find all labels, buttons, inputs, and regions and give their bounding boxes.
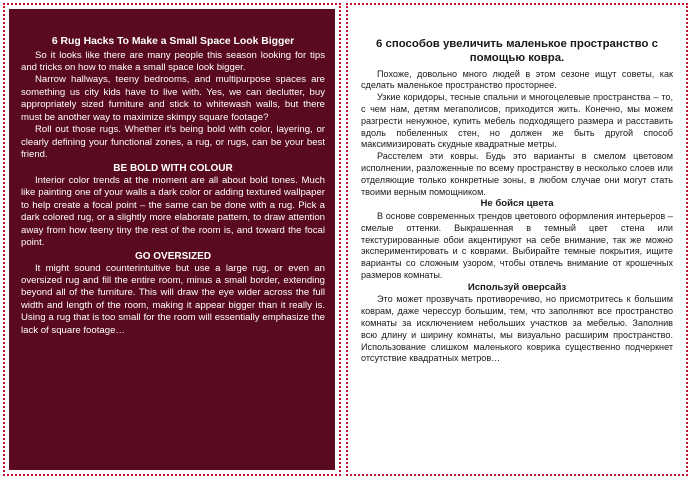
- russian-title: 6 способов увеличить маленькое пространство с помощью ковра.: [376, 38, 658, 65]
- russian-panel: [346, 3, 688, 476]
- russian-colour-paragraph: В основе современных трендов цветового оформления интерьеров – смелые оттенки. Выкрашенная в темный цвет стена или текстурированные обои акцентируют на себе внимание, так же можно экспериментировать и с коврами. Выбирайте темные покрытия, ищите варианты со сложным узором, чтобы отвлечь внимание от крошечных размеров комнаты.: [361, 210, 673, 280]
- russian-oversize-paragraph: Это может прозвучать противоречиво, но присмотритесь к большим коврам, даже черессур большим, тем, что заполняют все пространство комнаты за исключением небольших участков за мебелью. Заполнив всю длину и ширину комнаты, мы визуально расширим пространство. Использование слишком маленького коврика существенно подчеркнет отсутствие квадратных метров…: [361, 294, 673, 364]
- english-panel: [3, 3, 341, 476]
- russian-intro-paragraph-1: Похоже, довольно много людей в этом сезоне ищут советы, как сделать маленькое пространство просторнее.: [361, 68, 673, 91]
- english-heading-bold-colour: BE BOLD WITH COLOUR: [113, 162, 233, 174]
- english-intro-paragraph-2: Narrow hallways, teeny bedrooms, and multipurpose spaces are something us city kids have to live with. Yes, we can declutter, buy appropriately sized furniture and stick to whitewash walls, but there must be another way to maximize skimpy square footage?: [21, 74, 325, 123]
- russian-intro-paragraph-3: Расстелем эти ковры. Будь это варианты в смелом цветовом исполнении, разложенные по всему пространству в несколько слоев или отделяющие только конкретные зоны, в любом случае они могут стать твоими верным помощником.: [361, 151, 673, 197]
- english-intro-paragraph-1: So it looks like there are many people this season looking for tips and tricks on how to make a small space look bigger.: [21, 49, 325, 73]
- russian-intro-paragraph-2: Узкие коридоры, тесные спальни и многоцелевые пространства – то, с чем нам, детям мегаполисов, приходится жить. Конечно, мы можем разгрести ненужное, купить мебель подходящего размера и расставить вдоль побеленных стен, но должен же быть другой способ максимизировать скудные квадратные метры.: [361, 92, 673, 150]
- english-intro-paragraph-3: Roll out those rugs. Whether it's being bold with color, layering, or clearly defining your functional zones, a rug, or rugs, can be your best friend.: [21, 124, 325, 161]
- english-bold-colour-paragraph: Interior color trends at the moment are all about bold tones. Much like painting one of your walls a dark color or adding textured wallpaper to help create a focal point – the same can be done with a rug. Pick a dark colored rug, or a slightly more elaborate pattern, to draw attention away from how teeny tiny the rest of the room is, and toward the focal point.: [21, 174, 325, 249]
- english-text-block: [9, 9, 335, 470]
- english-heading-oversized: GO OVERSIZED: [134, 250, 212, 262]
- russian-heading-oversize: Используй оверсайз: [467, 281, 567, 293]
- english-title: 6 Rug Hacks To Make a Small Space Look Bigger: [51, 36, 295, 47]
- russian-heading-colour: Не бойся цвета: [480, 198, 554, 210]
- russian-text-block: [352, 9, 682, 470]
- english-oversized-paragraph: It might sound counterintuitive but use a large rug, or even an oversized rug and fill the entire room, minus a small border, extending beyond all of the furniture. This will draw the eye wider across the full width and length of the room, making it appear bigger than it really is. Using a rug that is too small for the room will essentially emphasize the lack of square footage…: [21, 262, 325, 336]
